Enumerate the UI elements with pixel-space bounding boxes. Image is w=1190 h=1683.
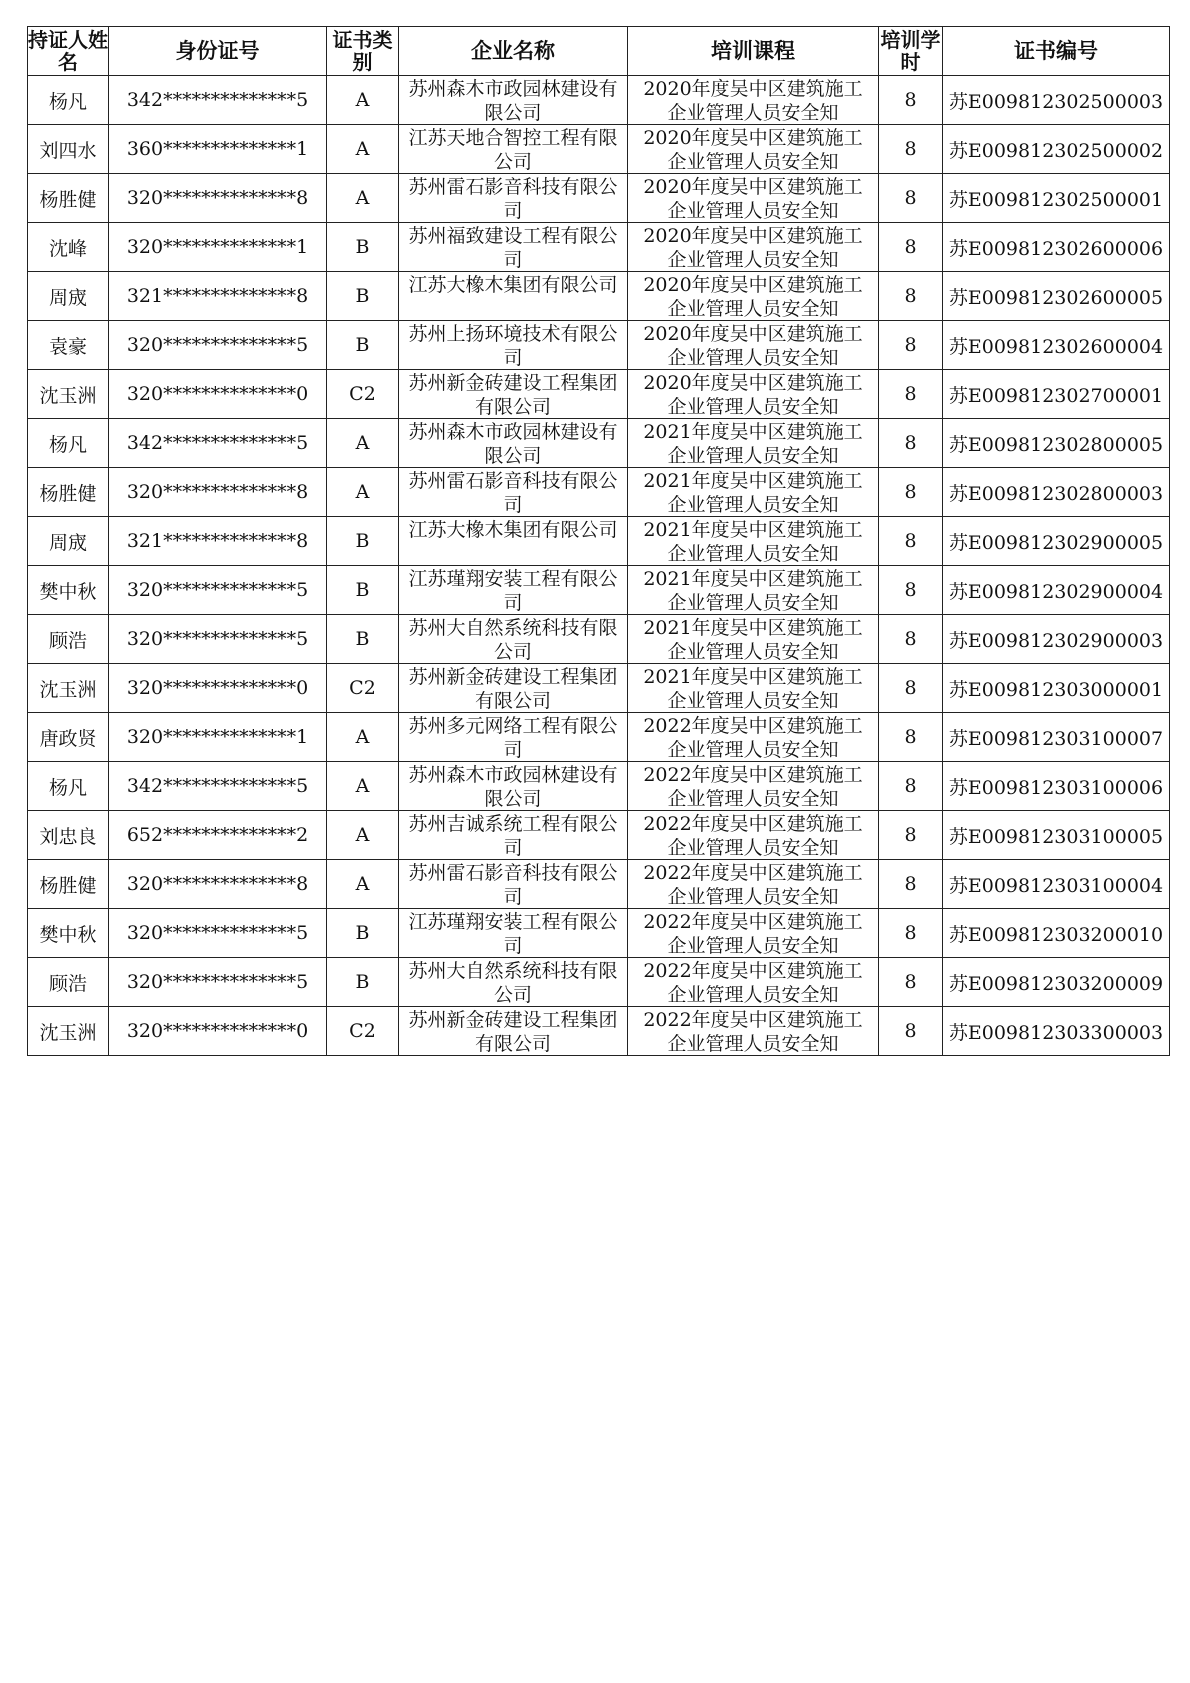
training-course-cell-text: 2022年度吴中区建筑施工企业管理人员安全知: [643, 813, 863, 858]
company-name-cell: [399, 1007, 628, 1056]
company-name-cell-text: 苏州多元网络工程有限公司: [408, 715, 618, 760]
header-holder-name: 持证人姓名: [28, 28, 108, 74]
table-row: [28, 615, 1170, 664]
training-course-cell: [628, 125, 879, 174]
table-row: [28, 76, 1170, 125]
training-hours-cell: 8: [879, 468, 943, 517]
table-row: [28, 517, 1170, 566]
training-course-cell: [628, 762, 879, 811]
cert-category-cell: A: [327, 76, 399, 125]
cert-category-cell: B: [327, 517, 399, 566]
training-hours-cell: 8: [879, 909, 943, 958]
company-name-cell-text: 苏州新金砖建设工程集团有限公司: [408, 372, 618, 417]
training-hours-cell: 8: [879, 174, 943, 223]
cert-number-cell: 苏E009812302600006: [943, 223, 1170, 272]
company-name-cell-text: 江苏大橡木集团有限公司: [408, 519, 618, 541]
training-hours-cell: 8: [879, 615, 943, 664]
certificate-table: [27, 26, 1170, 1056]
company-name-cell: [399, 174, 628, 223]
training-hours-cell: 8: [879, 958, 943, 1007]
company-name-cell: [399, 321, 628, 370]
training-course-cell-text: 2021年度吴中区建筑施工企业管理人员安全知: [643, 666, 863, 711]
holder-name-cell: 顾浩: [28, 958, 109, 1007]
training-course-cell-text: 2021年度吴中区建筑施工企业管理人员安全知: [643, 568, 863, 613]
training-course-cell-text: 2020年度吴中区建筑施工企业管理人员安全知: [643, 127, 863, 172]
company-name-cell: [399, 370, 628, 419]
cert-number-cell: 苏E009812302900005: [943, 517, 1170, 566]
company-name-cell-text: 江苏大橡木集团有限公司: [408, 274, 618, 296]
training-course-cell-text: 2021年度吴中区建筑施工企业管理人员安全知: [643, 617, 863, 662]
header-company-name: 企业名称: [399, 27, 628, 76]
training-hours-cell: 8: [879, 517, 943, 566]
company-name-cell: [399, 664, 628, 713]
holder-name-cell: 樊中秋: [28, 566, 109, 615]
cert-category-cell: A: [327, 419, 399, 468]
company-name-cell-text: 江苏瑾翔安装工程有限公司: [408, 911, 618, 956]
header-cert-category: 证书类别: [327, 27, 399, 76]
cert-category-cell: B: [327, 272, 399, 321]
cert-number-cell: 苏E009812302500002: [943, 125, 1170, 174]
holder-name-cell: 沈玉洲: [28, 664, 109, 713]
holder-name-cell: 唐政贤: [28, 713, 109, 762]
company-name-cell: [399, 762, 628, 811]
training-hours-cell: 8: [879, 370, 943, 419]
training-course-cell: [628, 321, 879, 370]
training-hours-cell: 8: [879, 125, 943, 174]
training-hours-cell: 8: [879, 566, 943, 615]
cert-category-cell: B: [327, 615, 399, 664]
holder-name-cell: 周宬: [28, 272, 109, 321]
company-name-cell-text: 苏州森木市政园林建设有限公司: [408, 764, 618, 809]
company-name-cell: [399, 958, 628, 1007]
company-name-cell-text: 苏州雷石影音科技有限公司: [408, 176, 618, 221]
holder-name-cell: 樊中秋: [28, 909, 109, 958]
company-name-cell: [399, 223, 628, 272]
company-name-cell-text: 苏州福致建设工程有限公司: [408, 225, 618, 270]
table-row: [28, 762, 1170, 811]
cert-number-cell: 苏E009812302500001: [943, 174, 1170, 223]
cert-number-cell: 苏E009812303200010: [943, 909, 1170, 958]
training-course-cell: [628, 811, 879, 860]
holder-name-cell: 顾浩: [28, 615, 109, 664]
training-course-cell-text: 2022年度吴中区建筑施工企业管理人员安全知: [643, 911, 863, 956]
company-name-cell: [399, 517, 628, 566]
company-name-cell-text: 江苏天地合智控工程有限公司: [408, 127, 618, 172]
training-course-cell: [628, 174, 879, 223]
company-name-cell: [399, 713, 628, 762]
training-course-cell: [628, 419, 879, 468]
table-row: [28, 174, 1170, 223]
training-course-cell-text: 2020年度吴中区建筑施工企业管理人员安全知: [643, 176, 863, 221]
holder-name-cell: 沈玉洲: [28, 1007, 109, 1056]
training-course-cell: [628, 517, 879, 566]
training-course-cell: [628, 909, 879, 958]
cert-number-cell: 苏E009812302900004: [943, 566, 1170, 615]
training-hours-cell: 8: [879, 272, 943, 321]
cert-category-cell: B: [327, 566, 399, 615]
id-number-cell: 320**************8: [109, 468, 327, 517]
training-course-cell: [628, 1007, 879, 1056]
header-id-number: 身份证号: [109, 27, 327, 76]
holder-name-cell: 杨胜健: [28, 860, 109, 909]
company-name-cell: [399, 468, 628, 517]
cert-number-cell: 苏E009812302900003: [943, 615, 1170, 664]
table-row: [28, 223, 1170, 272]
training-course-cell-text: 2021年度吴中区建筑施工企业管理人员安全知: [643, 470, 863, 515]
company-name-cell-text: 苏州大自然系统科技有限公司: [408, 960, 618, 1005]
cert-category-cell: C2: [327, 664, 399, 713]
id-number-cell: 320**************5: [109, 909, 327, 958]
id-number-cell: 320**************5: [109, 566, 327, 615]
cert-number-cell: 苏E009812302600005: [943, 272, 1170, 321]
cert-category-cell: B: [327, 909, 399, 958]
training-course-cell: [628, 468, 879, 517]
id-number-cell: 320**************5: [109, 615, 327, 664]
table-row: [28, 468, 1170, 517]
header-row: [28, 27, 1170, 76]
table-row: [28, 811, 1170, 860]
cert-number-cell: 苏E009812302700001: [943, 370, 1170, 419]
company-name-cell: [399, 860, 628, 909]
header-training-course: 培训课程: [628, 27, 879, 76]
table-row: [28, 958, 1170, 1007]
cert-category-cell: A: [327, 762, 399, 811]
company-name-cell-text: 苏州上扬环境技术有限公司: [408, 323, 618, 368]
id-number-cell: 342**************5: [109, 419, 327, 468]
company-name-cell-text: 苏州森木市政园林建设有限公司: [408, 78, 618, 123]
cert-category-cell: A: [327, 811, 399, 860]
table-row: [28, 860, 1170, 909]
table-row: [28, 321, 1170, 370]
holder-name-cell: 袁豪: [28, 321, 109, 370]
id-number-cell: 320**************0: [109, 1007, 327, 1056]
training-course-cell-text: 2020年度吴中区建筑施工企业管理人员安全知: [643, 274, 863, 319]
training-hours-cell: 8: [879, 762, 943, 811]
header-cert-number: 证书编号: [943, 27, 1170, 76]
training-course-cell-text: 2020年度吴中区建筑施工企业管理人员安全知: [643, 78, 863, 123]
cert-number-cell: 苏E009812302800003: [943, 468, 1170, 517]
training-course-cell-text: 2020年度吴中区建筑施工企业管理人员安全知: [643, 225, 863, 270]
training-course-cell-text: 2022年度吴中区建筑施工企业管理人员安全知: [643, 715, 863, 760]
cert-category-cell: A: [327, 468, 399, 517]
training-course-cell: [628, 76, 879, 125]
id-number-cell: 320**************0: [109, 664, 327, 713]
id-number-cell: 320**************8: [109, 174, 327, 223]
company-name-cell: [399, 76, 628, 125]
id-number-cell: 320**************8: [109, 860, 327, 909]
cert-number-cell: 苏E009812303200009: [943, 958, 1170, 1007]
holder-name-cell: 杨凡: [28, 76, 109, 125]
training-course-cell: [628, 370, 879, 419]
id-number-cell: 320**************5: [109, 321, 327, 370]
training-course-cell-text: 2022年度吴中区建筑施工企业管理人员安全知: [643, 862, 863, 907]
company-name-cell-text: 苏州新金砖建设工程集团有限公司: [408, 666, 618, 711]
id-number-cell: 320**************1: [109, 223, 327, 272]
training-hours-cell: 8: [879, 811, 943, 860]
company-name-cell: [399, 811, 628, 860]
id-number-cell: 321**************8: [109, 272, 327, 321]
cert-category-cell: A: [327, 713, 399, 762]
id-number-cell: 342**************5: [109, 762, 327, 811]
id-number-cell: 360**************1: [109, 125, 327, 174]
training-course-cell: [628, 713, 879, 762]
company-name-cell: [399, 125, 628, 174]
cert-number-cell: 苏E009812303100006: [943, 762, 1170, 811]
cert-number-cell: 苏E009812303000001: [943, 664, 1170, 713]
training-hours-cell: 8: [879, 664, 943, 713]
training-course-cell: [628, 223, 879, 272]
cert-category-cell: C2: [327, 1007, 399, 1056]
company-name-cell-text: 苏州雷石影音科技有限公司: [408, 862, 618, 907]
training-course-cell-text: 2021年度吴中区建筑施工企业管理人员安全知: [643, 519, 863, 564]
id-number-cell: 652**************2: [109, 811, 327, 860]
holder-name-cell: 周宬: [28, 517, 109, 566]
table-row: [28, 713, 1170, 762]
company-name-cell-text: 江苏瑾翔安装工程有限公司: [408, 568, 618, 613]
holder-name-cell: 沈峰: [28, 223, 109, 272]
training-course-cell-text: 2022年度吴中区建筑施工企业管理人员安全知: [643, 764, 863, 809]
training-hours-cell: 8: [879, 1007, 943, 1056]
cert-category-cell: A: [327, 125, 399, 174]
header-training-hours: 培训学时: [880, 28, 941, 74]
training-hours-cell: 8: [879, 223, 943, 272]
company-name-cell: [399, 419, 628, 468]
cert-category-cell: A: [327, 860, 399, 909]
holder-name-cell: 刘忠良: [28, 811, 109, 860]
training-course-cell: [628, 566, 879, 615]
company-name-cell-text: 苏州雷石影音科技有限公司: [408, 470, 618, 515]
id-number-cell: 321**************8: [109, 517, 327, 566]
training-hours-cell: 8: [879, 321, 943, 370]
company-name-cell: [399, 909, 628, 958]
table-body: [28, 76, 1170, 1056]
training-course-cell-text: 2022年度吴中区建筑施工企业管理人员安全知: [643, 1009, 863, 1054]
cert-category-cell: B: [327, 223, 399, 272]
cert-category-cell: A: [327, 174, 399, 223]
cert-number-cell: 苏E009812303100005: [943, 811, 1170, 860]
cert-number-cell: 苏E009812302600004: [943, 321, 1170, 370]
company-name-cell-text: 苏州新金砖建设工程集团有限公司: [408, 1009, 618, 1054]
company-name-cell: [399, 566, 628, 615]
training-course-cell: [628, 958, 879, 1007]
table-row: [28, 272, 1170, 321]
holder-name-cell: 沈玉洲: [28, 370, 109, 419]
company-name-cell-text: 苏州大自然系统科技有限公司: [408, 617, 618, 662]
id-number-cell: 342**************5: [109, 76, 327, 125]
holder-name-cell: 杨凡: [28, 419, 109, 468]
training-course-cell: [628, 615, 879, 664]
training-course-cell: [628, 272, 879, 321]
cert-category-cell: B: [327, 958, 399, 1007]
training-course-cell-text: 2020年度吴中区建筑施工企业管理人员安全知: [643, 372, 863, 417]
cert-number-cell: 苏E009812303100004: [943, 860, 1170, 909]
training-hours-cell: 8: [879, 419, 943, 468]
id-number-cell: 320**************5: [109, 958, 327, 1007]
cert-number-cell: 苏E009812303300003: [943, 1007, 1170, 1056]
cert-category-cell: C2: [327, 370, 399, 419]
table-row: [28, 1007, 1170, 1056]
cert-number-cell: 苏E009812302500003: [943, 76, 1170, 125]
training-course-cell-text: 2020年度吴中区建筑施工企业管理人员安全知: [643, 323, 863, 368]
id-number-cell: 320**************1: [109, 713, 327, 762]
company-name-cell: [399, 272, 628, 321]
cert-number-cell: 苏E009812302800005: [943, 419, 1170, 468]
training-course-cell-text: 2021年度吴中区建筑施工企业管理人员安全知: [643, 421, 863, 466]
training-hours-cell: 8: [879, 76, 943, 125]
table-row: [28, 909, 1170, 958]
training-course-cell-text: 2022年度吴中区建筑施工企业管理人员安全知: [643, 960, 863, 1005]
table-row: [28, 125, 1170, 174]
table-row: [28, 664, 1170, 713]
holder-name-cell: 杨胜健: [28, 468, 109, 517]
table-row: [28, 370, 1170, 419]
company-name-cell-text: 苏州森木市政园林建设有限公司: [408, 421, 618, 466]
training-hours-cell: 8: [879, 860, 943, 909]
table-row: [28, 566, 1170, 615]
training-course-cell: [628, 860, 879, 909]
table-row: [28, 419, 1170, 468]
holder-name-cell: 杨胜健: [28, 174, 109, 223]
holder-name-cell: 刘四水: [28, 125, 109, 174]
holder-name-cell: 杨凡: [28, 762, 109, 811]
cert-number-cell: 苏E009812303100007: [943, 713, 1170, 762]
training-hours-cell: 8: [879, 713, 943, 762]
id-number-cell: 320**************0: [109, 370, 327, 419]
cert-category-cell: B: [327, 321, 399, 370]
training-course-cell: [628, 664, 879, 713]
company-name-cell: [399, 615, 628, 664]
company-name-cell-text: 苏州吉诚系统工程有限公司: [408, 813, 618, 858]
